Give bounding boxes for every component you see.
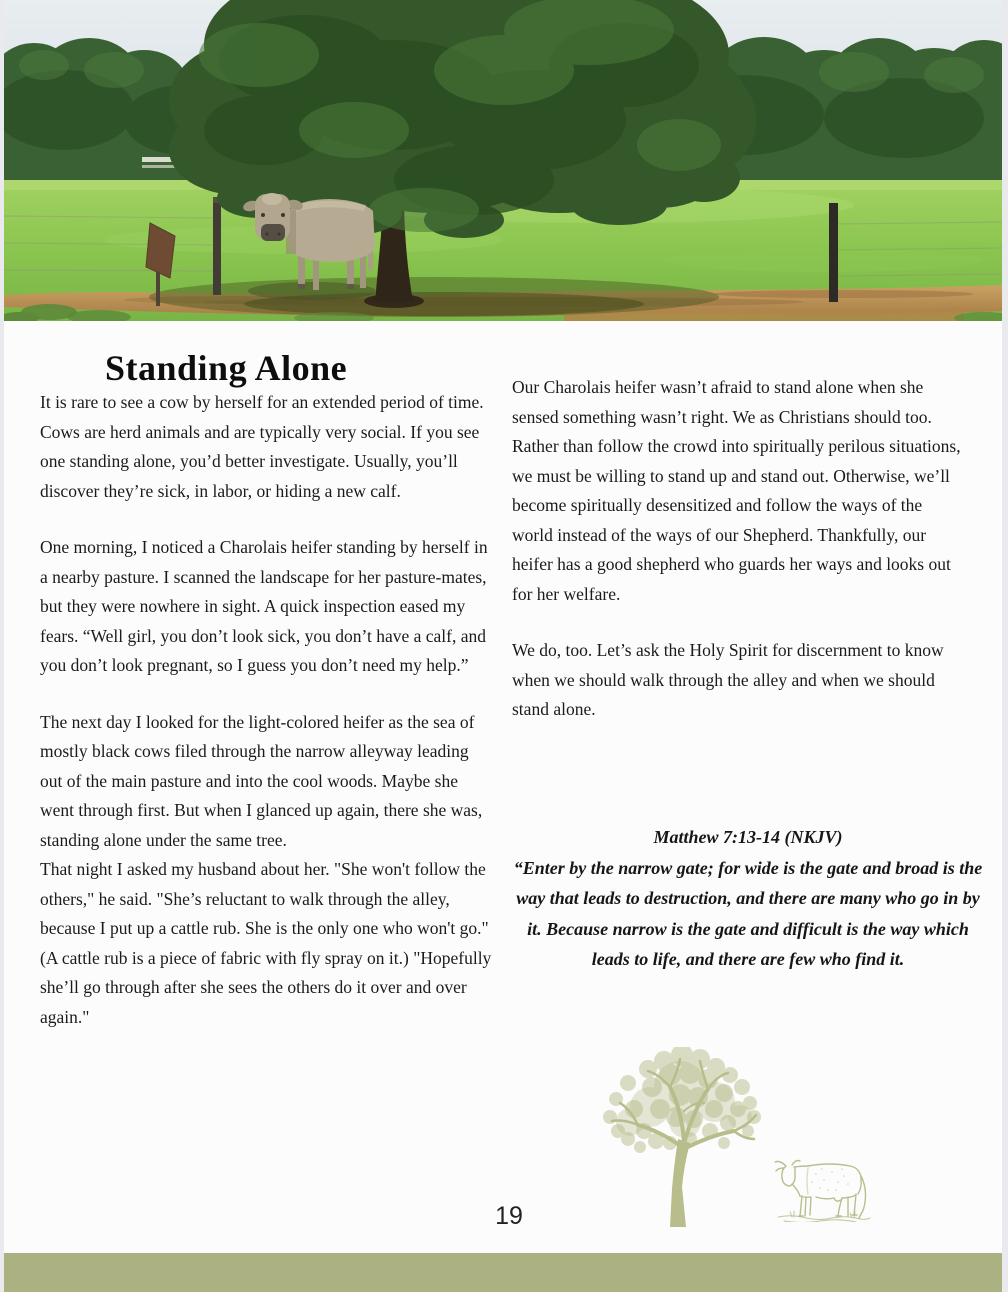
article-right-column	[512, 373, 967, 725]
paragraph: Our Charolais heifer wasn’t afraid to stand alone when she sensed something wasn’t right. We as Christians should too. Rather than follow the crowd into spiritually perilous situations, we must be willing to stand up and stand out. Otherwise, we’ll become spiritually desensitized and follow the ways of the world instead of the ways of our Shepherd. Thankfully, our heifer has a good shepherd who guards her ways and looks out for her welfare.	[512, 377, 961, 604]
cow-illustration	[772, 1154, 872, 1222]
page-title: Standing Alone	[105, 348, 348, 389]
pasture-photo-illustration	[4, 0, 1002, 321]
paragraph: It is rare to see a cow by herself for an extended period of time. Cows are herd animals and are typically very social. If you see one standing alone, you’d better investigate. Usually, you’ll discover they’re sick, in labor, or hiding a new calf.	[40, 392, 484, 501]
paragraph: One morning, I noticed a Charolais heifer standing by herself in a nearby pasture. I scanned the landscape for her pasture-mates, but they were nowhere in sight. A quick inspection eased my fears. “Well girl, you don’t look sick, you don’t have a calf, and you don’t look pregnant, so I guess you don’t need my help.”	[40, 537, 488, 675]
scripture-block	[512, 822, 984, 975]
article-left-column	[40, 388, 492, 1032]
scripture-text: “Enter by the narrow gate; for wide is the gate and broad is the way that leads to destruction, and there are many who go in by it. Because narrow is the gate and difficult is the way which leads to life, and there are few who find it.	[513, 857, 983, 969]
paragraph: We do, too. Let’s ask the Holy Spirit for discernment to know when we should walk through the alley and when we should stand alone.	[512, 640, 944, 719]
pasture-photo	[4, 0, 1002, 321]
page-sheet	[4, 0, 1002, 1292]
scripture-reference: Matthew 7:13-14 (NKJV)	[653, 827, 843, 847]
paragraph: That night I asked my husband about her. "She won't follow the others," he said. "She’s reluctant to walk through the alley, because I put up a cattle rub. She is the only one who won't go."(A cattle rub is a piece of fabric with fly spray on it.) "Hopefully she’ll go through after she sees the others do it over and over again."	[40, 859, 492, 1027]
footer-bar	[4, 1253, 1002, 1292]
tree-illustration	[600, 1047, 764, 1227]
page-number: 19	[495, 1202, 523, 1230]
paragraph: The next day I looked for the light-colored heifer as the sea of mostly black cows filed through the narrow alleyway leading out of the main pasture and into the cool woods. Maybe she went through first. But when I glanced up again, there she was, standing alone under the same tree.	[40, 711, 483, 850]
